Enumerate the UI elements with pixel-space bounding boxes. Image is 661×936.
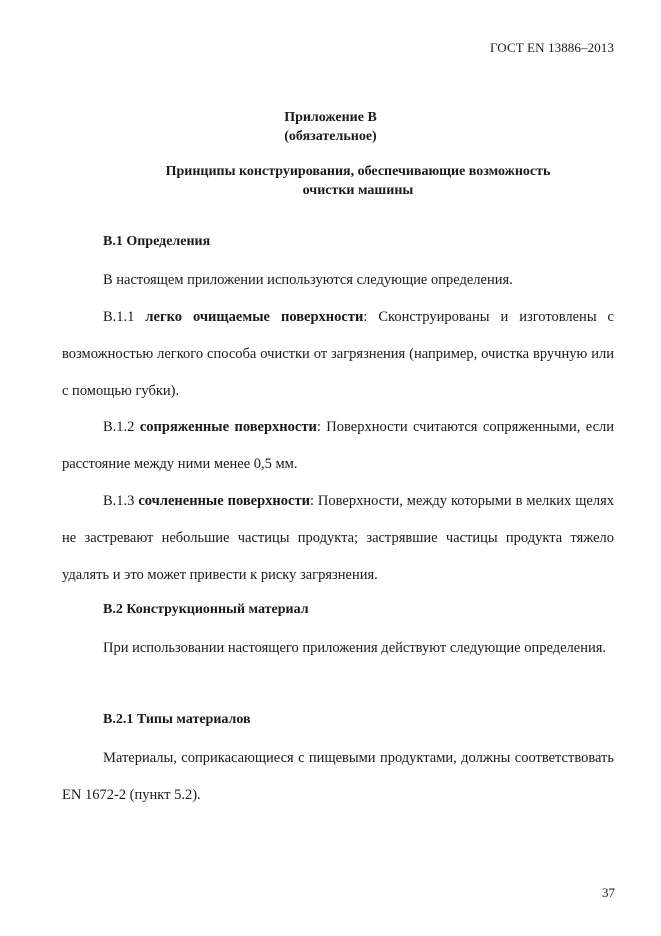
definition-number: B.1.3 (103, 493, 139, 509)
b2-paragraph: При использовании настоящего приложения действуют следующие определения. (103, 640, 607, 656)
page-number: 37 (602, 885, 615, 900)
heading-b2: B.2 Конструкционный материал (103, 602, 309, 617)
definition-number: B.1.2 (103, 419, 140, 435)
definition-text: : Сконструированы и изготовлены с возможностью легкого способа очистки от загрязнения (например, очистка вручную или с помощью губки). (62, 309, 614, 399)
definition-term: легко очищаемые поверхности (145, 309, 364, 325)
b2-1-paragraph: Материалы, соприкасающиеся с пищевыми продуктами, должны соответствовать EN 1672-2 (пункт 5.2). (62, 750, 614, 803)
section-title-line2: очистки машины (302, 183, 414, 198)
definition-text: : Поверхности считаются сопряженными, если расстояние между ними менее 0,5 мм. (62, 419, 614, 472)
heading-b1: B.1 Определения (103, 234, 211, 249)
annex-heading (0, 108, 661, 146)
definition-number: B.1.1 (103, 309, 146, 325)
definition-b1-2 (62, 409, 614, 483)
definition-term: сочлененные поверхности (138, 493, 310, 509)
standard-designation: ГОСТ EN 13886–2013 (490, 40, 614, 55)
definition-b1-1 (62, 299, 614, 410)
definition-b1-3 (62, 483, 614, 594)
definition-text: : Поверхности, между которыми в мелких щелях не застревают небольшие частицы продукта; застрявшие частицы продукта тяжело удалять и это может привести к риску загрязнения. (62, 493, 614, 583)
definition-term: сопряженные поверхности (139, 419, 317, 435)
annex-status: (обязательное) (284, 129, 377, 144)
b1-intro-paragraph: В настоящем приложении используются следующие определения. (103, 272, 513, 288)
section-title-line1: Принципы конструирования, обеспечивающие возможность (165, 164, 551, 179)
heading-b2-1: B.2.1 Типы материалов (103, 712, 251, 727)
annex-title: Приложение B (284, 110, 377, 125)
section-title (50, 162, 661, 200)
